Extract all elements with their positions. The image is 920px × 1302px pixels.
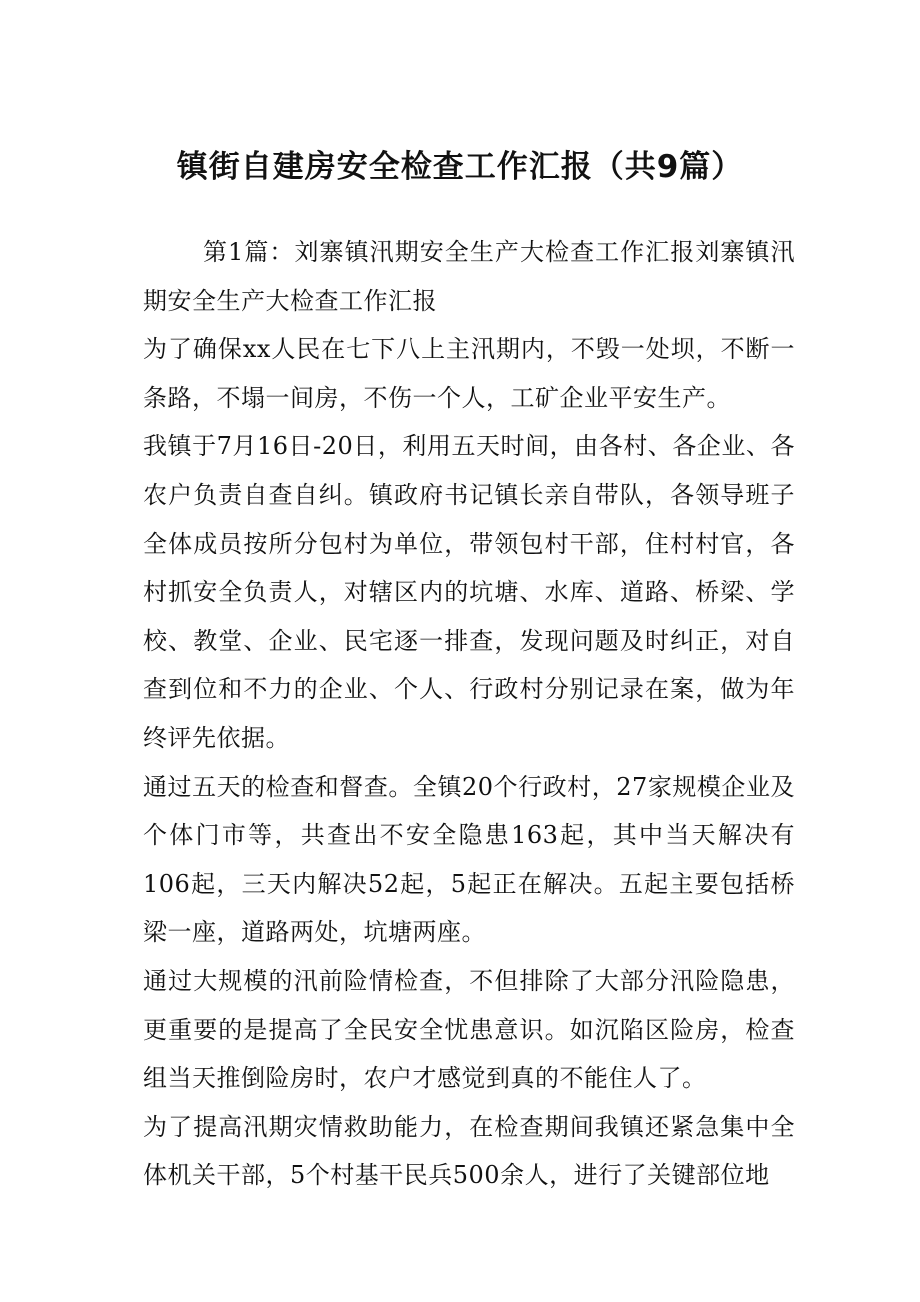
paragraph: 通过五天的检查和督查。全镇20个行政村，27家规模企业及个体门市等，共查出不安全隐患163起，其中当天解决有106起，三天内解决52起，5起正在解决。五起主要包括桥梁一座，道路两处，坑塘两座。 [143,772,795,947]
paragraph: 为了提高汛期灾情救助能力，在检查期间我镇还紧急集中全体机关干部，5个村基干民兵500余人，进行了关键部位地 [143,1112,795,1190]
document-body [143,228,795,1200]
paragraph: 通过大规模的汛前险情检查，不但排除了大部分汛险隐患，更重要的是提高了全民安全忧患意识。如沉陷区险房，检查组当天推倒险房时，农户才感觉到真的不能住人了。 [143,966,795,1093]
paragraph: 为了确保xx人民在七下八上主汛期内，不毁一处坝，不断一条路，不塌一间房，不伤一个人，工矿企业平安生产。 [143,335,795,412]
paragraph-heading: 第1篇：刘寨镇汛期安全生产大检查工作汇报刘寨镇汛期安全生产大检查工作汇报 [143,238,795,315]
document-title: 镇街自建房安全检查工作汇报（共9篇） [176,149,744,185]
paragraph: 我镇于7月16日-20日，利用五天时间，由各村、各企业、各农户负责自查自纠。镇政府书记镇长亲自带队，各领导班子全体成员按所分包村为单位，带领包村干部，住村村官，各村抓安全负责人，对辖区内的坑塘、水库、道路、桥梁、学校、教堂、企业、民宅逐一排查，发现问题及时纠正，对自查到位和不力的企业、个人、行政村分别记录在案，做为年终评先依据。 [143,432,795,752]
